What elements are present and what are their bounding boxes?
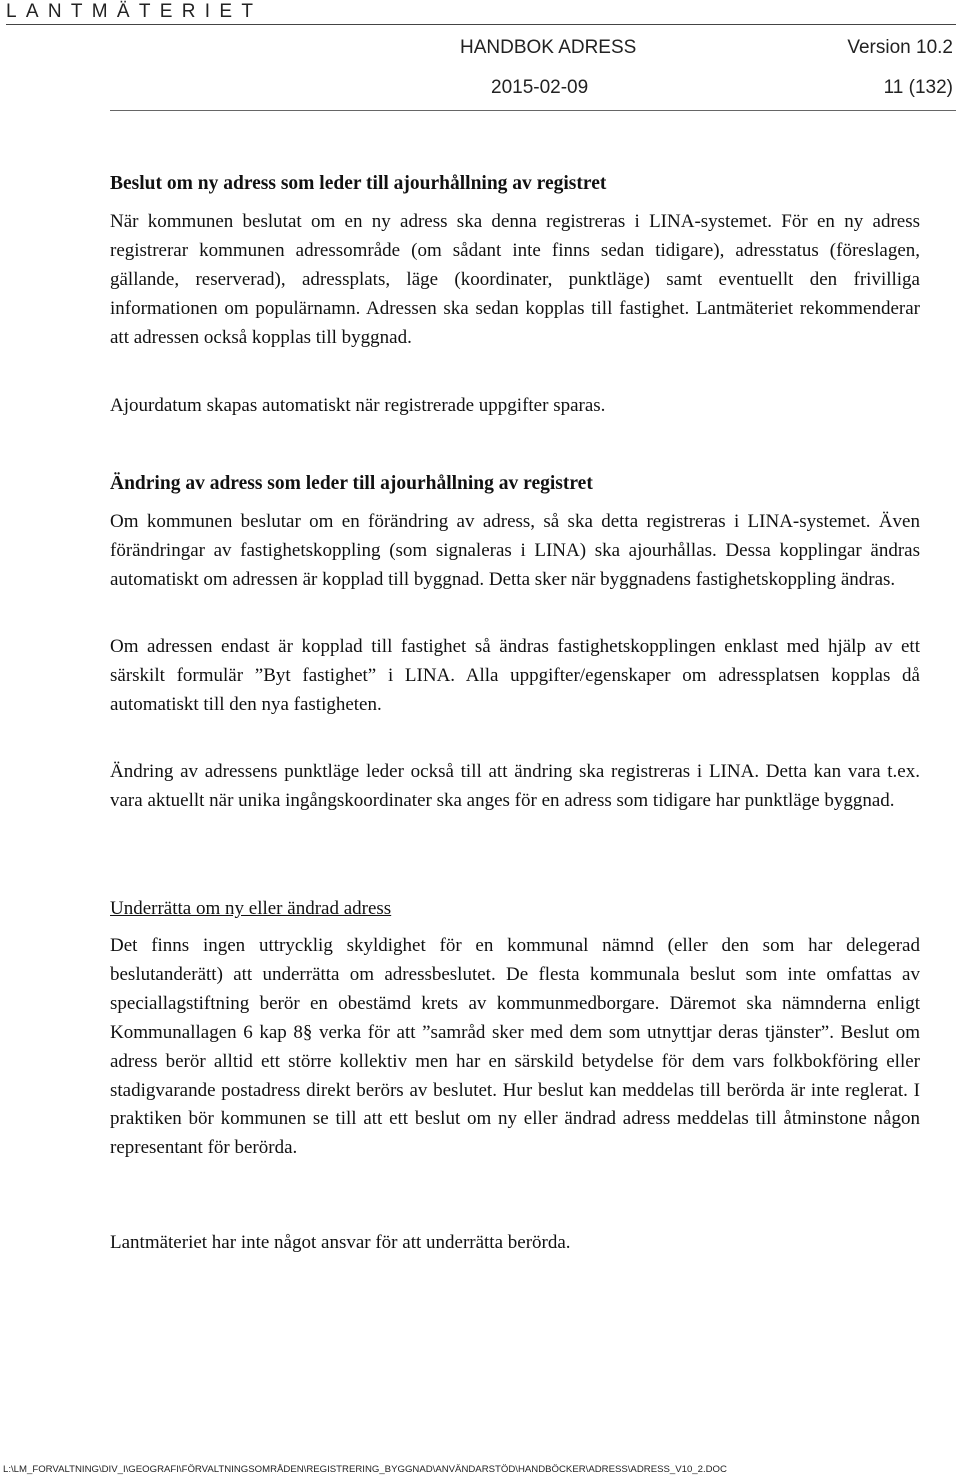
footer-file-path: L:\LM_FORVALTNING\DIV_I\GEOGRAFI\FÖRVALTNINGSOMRÅDEN\REGISTRERING_BYGGNAD\ANVÄNDARSTÖD\HANDBÖCKER\ADRESS\ADRESS_V10_2.DOC: [3, 1464, 727, 1475]
section-heading-notify: Underrätta om ny eller ändrad adress: [110, 898, 392, 919]
paragraph-new-address-registration: När kommunen beslutat om en ny adress ska denna registreras i LINA-systemet. För en ny adress registrerar kommunen adressområde (om sådant inte finns sedan tidigare), adresstatus (föreslagen, gällande, reserverad), adressplats, läge (koordinater, punktläge) samt eventuellt den frivilliga informationen om populärnamn. Adressen ska sedan kopplas till fastighet. Lantmäteriet rekommenderar att adressen också kopplas till byggnad.: [110, 211, 920, 348]
paragraph-no-responsibility: Lantmäteriet har inte något ansvar för att underrätta berörda.: [110, 1232, 571, 1253]
paragraph-property-link: Om adressen endast är kopplad till fastighet så ändras fastighetskopplingen enklast med hjälp av ett särskilt formulär ”Byt fastighet” i LINA. Alla uppgifter/egenskaper om adressplatsen kopplas då automatiskt till den nya fastigheten.: [110, 636, 920, 715]
document-date: 2015-02-09: [491, 77, 589, 98]
section-heading-new-address: Beslut om ny adress som leder till ajourhållning av registret: [110, 173, 607, 194]
document-version: Version 10.2: [847, 37, 953, 58]
header-top-rule: [6, 24, 956, 25]
paragraph-ajourdatum: Ajourdatum skapas automatiskt när registrerade uppgifter sparas.: [110, 395, 606, 416]
page-number: 11 (132): [883, 77, 953, 98]
document-title: HANDBOK ADRESS: [460, 37, 637, 58]
brand-logo-text: LANTMÄTERIET: [6, 1, 263, 22]
paragraph-address-change: Om kommunen beslutar om en förändring av adress, så ska detta registreras i LINA-systemet. Även förändringar av fastighetskoppling (som signaleras i LINA) ska ajourhållas. Dessa kopplingar ändras automatiskt om adressen är kopplad till byggnad. Detta sker när byggnadens fastighetskoppling ändras.: [110, 511, 920, 590]
section-heading-address-change: Ändring av adress som leder till ajourhållning av registret: [110, 473, 593, 494]
paragraph-point-location: Ändring av adressens punktläge leder också till att ändring ska registreras i LINA. Detta kan vara t.ex. vara aktuellt när unika ingångskoordinater ska anges för en adress som tidigare har punktläge byggnad.: [110, 761, 920, 811]
header-bottom-rule: [110, 110, 956, 111]
paragraph-notify-obligation: Det finns ingen uttrycklig skyldighet för en kommunal nämnd (eller den som har delegerad beslutanderätt) att underrätta om adressbeslutet. De flesta kommunala beslut som inte omfattas av speciallagstiftning berör en obestämd krets av kommunmedborgare. Däremot ska nämnderna enligt Kommunallagen 6 kap 8§ verka för att ”samråd sker med dem som utnyttjar deras tjänster”. Beslut om adress berör alltid ett större kollektiv men har en särskild betydelse för dem vars folkbokföring eller stadigvarande postadress direkt berörs av beslutet. Hur beslut kan meddelas till berörda är inte reglerat. I praktiken bör kommunen se till att ett beslut om ny eller ändrad adress meddelas till åtminstone någon representant för berörda.: [110, 935, 920, 1159]
